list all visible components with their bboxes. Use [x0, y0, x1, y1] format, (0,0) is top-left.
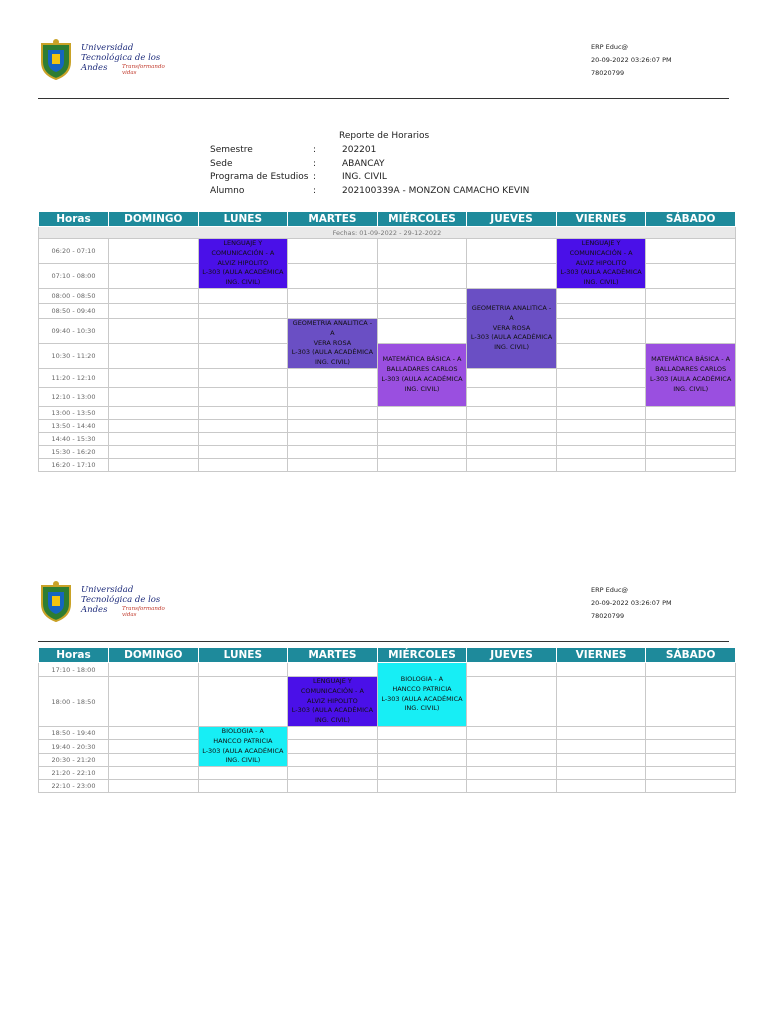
timestamp: 20-09-2022 03:26:07 PM [591, 599, 672, 607]
class-block-matematica-viernes[interactable]: MATEMÁTICA BÁSICA - A BALLADARES CARLOS L-303 (AULA ACADÉMICA ING. CIVIL) [646, 344, 736, 407]
fechas-row: Fechas: 01-09-2022 - 29-12-2022 [39, 227, 736, 239]
col-miercoles: MIÉRCOLES [377, 212, 467, 227]
hour-cell: 13:50 - 14:40 [39, 420, 109, 433]
class-block-lenguaje-lunes[interactable]: LENGUAJE Y COMUNICACIÓN - A ALVIZ HIPOLITO L-303 (AULA ACADÉMICA ING. CIVIL) [198, 239, 288, 289]
hour-cell: 18:00 - 18:50 [39, 677, 109, 727]
col-lunes: LUNES [198, 648, 288, 663]
class-block-biologia-lunes[interactable]: BIOLOGIA - A HANCCO PATRICIA L-303 (AULA ACADÉMICA ING. CIVIL) [198, 727, 288, 767]
code: 78020799 [591, 69, 625, 77]
report-info [210, 144, 529, 198]
hour-cell: 12:10 - 13:00 [39, 388, 109, 407]
col-miercoles: MIÉRCOLES [377, 648, 467, 663]
hour-cell: 16:20 - 17:10 [39, 459, 109, 472]
class-block-biologia-miercoles[interactable]: BIOLOGIA - A HANCCO PATRICIA L-303 (AULA ACADÉMICA ING. CIVIL) [377, 663, 467, 727]
hour-cell: 21:20 - 22:10 [39, 767, 109, 780]
hour-cell: 07:10 - 08:00 [39, 264, 109, 289]
col-sabado: SÁBADO [646, 212, 736, 227]
hour-cell: 20:30 - 21:20 [39, 753, 109, 766]
university-name-line1: Universidad [81, 43, 134, 53]
col-horas: Horas [39, 648, 109, 663]
hour-cell: 10:30 - 11:20 [39, 344, 109, 369]
shield-icon [38, 580, 74, 622]
col-domingo: DOMINGO [109, 648, 199, 663]
hour-cell: 11:20 - 12:10 [39, 369, 109, 388]
university-logo [38, 580, 178, 624]
col-horas: Horas [39, 212, 109, 227]
class-block-lenguaje-martes[interactable]: LENGUAJE Y COMUNICACIÓN - A ALVIZ HIPOLITO L-303 (AULA ACADÉMICA ING. CIVIL) [288, 677, 378, 727]
info-row-semestre: Semestre : 202201 [210, 145, 377, 155]
report-title: Reporte de Horarios [339, 131, 430, 141]
class-block-matematica-miercoles[interactable]: MATEMÁTICA BÁSICA - A BALLADARES CARLOS L-303 (AULA ACADÉMICA ING. CIVIL) [377, 344, 467, 407]
info-row-sede: Sede : ABANCAY [210, 158, 385, 169]
col-sabado: SÁBADO [646, 648, 736, 663]
col-lunes: LUNES [198, 212, 288, 227]
class-block-geometria-martes[interactable]: GEOMETRIA ANALITICA - A VERA ROSA L-303 (AULA ACADÉMICA ING. CIVIL) [288, 319, 378, 369]
hour-cell: 15:30 - 16:20 [39, 446, 109, 459]
hour-cell: 08:50 - 09:40 [39, 304, 109, 319]
university-name-line2: Tecnológica de los Andes [81, 595, 161, 615]
hour-cell: 08:00 - 08:50 [39, 289, 109, 304]
erp-info [591, 584, 672, 623]
erp-info [591, 41, 672, 80]
col-martes: MARTES [288, 212, 378, 227]
hour-cell: 17:10 - 18:00 [39, 663, 109, 677]
col-martes: MARTES [288, 648, 378, 663]
erp-name: ERP Educ@ [591, 586, 629, 594]
schedule-table-2 [38, 647, 736, 793]
info-row-alumno: Alumno : 202100339A - MONZON CAMACHO KEVIN [210, 185, 530, 196]
hour-cell: 22:10 - 23:00 [39, 780, 109, 793]
schedule-table-1 [38, 211, 736, 472]
col-domingo: DOMINGO [109, 212, 199, 227]
col-jueves: JUEVES [467, 648, 557, 663]
university-name-line2: Tecnológica de los Andes [81, 53, 161, 73]
col-viernes: VIERNES [556, 212, 646, 227]
university-logo [38, 38, 178, 82]
tagline: Transformando vidas [122, 606, 165, 618]
col-jueves: JUEVES [467, 212, 557, 227]
class-block-lenguaje-viernes[interactable]: LENGUAJE Y COMUNICACIÓN - A ALVIZ HIPOLITO L-303 (AULA ACADÉMICA ING. CIVIL) [556, 239, 646, 289]
header-divider [38, 98, 729, 99]
hour-cell: 06:20 - 07:10 [39, 239, 109, 264]
hour-cell: 18:50 - 19:40 [39, 727, 109, 740]
class-block-geometria-jueves[interactable]: GEOMETRIA ANALITICA - A VERA ROSA L-303 (AULA ACADÉMICA ING. CIVIL) [467, 289, 557, 369]
col-viernes: VIERNES [556, 648, 646, 663]
hour-cell: 09:40 - 10:30 [39, 319, 109, 344]
timestamp: 20-09-2022 03:26:07 PM [591, 56, 672, 64]
header-divider [38, 641, 729, 642]
hour-cell: 14:40 - 15:30 [39, 433, 109, 446]
shield-icon [38, 38, 74, 80]
code: 78020799 [591, 612, 625, 620]
info-row-programa: Programa de Estudios : ING. CIVIL [210, 172, 387, 182]
university-name-line1: Universidad [81, 585, 134, 595]
tagline: Transformando vidas [122, 64, 165, 76]
erp-name: ERP Educ@ [591, 43, 629, 51]
hour-cell: 19:40 - 20:30 [39, 740, 109, 753]
hour-cell: 13:00 - 13:50 [39, 407, 109, 420]
